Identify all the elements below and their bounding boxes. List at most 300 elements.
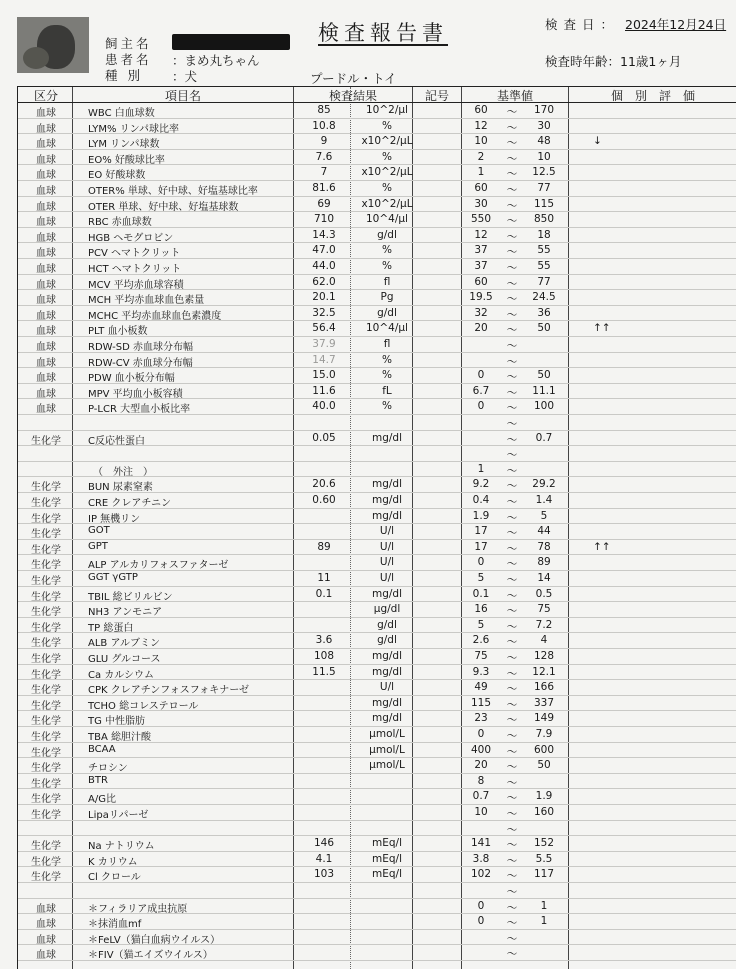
patient-photo [17,17,89,73]
row-result-value: 14.7 [312,353,336,366]
row-reference-low: 550 [470,213,492,226]
table-row [18,134,736,150]
row-reference-separator: ～ [506,121,518,134]
row-item-name: TG 中性脂肪 [88,716,146,728]
row-unit: Pg [380,291,394,304]
row-unit: μmol/L [369,728,405,740]
row-category: 生化学 [31,763,61,775]
row-unit: fL [382,384,392,397]
table-row [18,290,736,306]
row-item-name: ＊抹消血mf [88,919,142,931]
row-category: 生化学 [31,544,61,556]
row-item-name: Lipaリパーゼ [88,810,149,821]
table-row [18,899,736,915]
row-unit: mg/dl [371,509,402,522]
table-row [18,602,736,618]
row-item-name: GPT [88,540,108,552]
row-reference-separator: ～ [506,558,518,571]
row-category: 生化学 [31,498,61,509]
row-reference-low: 60 [474,182,488,194]
table-row [18,711,736,727]
row-reference-separator: ～ [506,620,518,633]
row-unit: g/dl [377,228,397,241]
row-result-value: 47.0 [312,244,336,257]
table-row [18,243,736,259]
row-category: 血球 [36,950,56,962]
row-item-name: MCHC 平均赤血球血色素濃度 [88,310,222,322]
row-unit: % [382,369,392,382]
row-unit: g/dl [377,618,397,631]
row-unit: x10^2/μL [361,166,413,179]
row-unit: % [382,353,392,366]
row-reference-high: 5 [540,509,548,522]
row-result-value: 69 [317,197,331,210]
row-reference-low: 400 [470,743,492,756]
header-result: 検査結果 [328,89,377,103]
row-result-value: 32.5 [312,306,336,319]
row-item-name: CPK クレアチンフォスフォキナーゼ [88,685,250,697]
row-item-name: RDW-SD 赤血球分布幅 [88,342,193,353]
row-item-name: ＊FIV（猫エイズウイルス） [88,950,213,962]
row-reference-low: 20 [474,759,488,772]
row-reference-high: 1.9 [535,790,553,803]
row-unit: fl [383,275,391,288]
row-item-name: BTR [88,774,108,786]
table-row [18,727,736,743]
table-row [18,555,736,571]
row-category: 生化学 [31,638,61,650]
row-reference-high: 50 [537,759,551,772]
row-unit: % [382,244,392,257]
row-result-value: 4.1 [315,852,333,865]
photo-subject-shadow [23,47,49,69]
row-reference-separator: ～ [506,137,518,150]
row-item-name: EO% 好酸球比率 [88,154,165,166]
row-category: 血球 [36,170,56,182]
row-category: 血球 [36,217,56,229]
row-reference-separator: ～ [506,605,518,618]
row-item-name: PCV ヘマトクリット [88,248,181,260]
row-unit: U/l [379,540,395,553]
row-category: 血球 [36,232,56,244]
table-row [18,119,736,135]
row-reference-separator: ～ [506,215,518,228]
row-unit: g/dl [377,634,397,647]
row-reference-separator: ～ [506,464,518,477]
row-unit: 10^4/μl [366,213,408,226]
row-unit: 10^2/μl [366,104,408,116]
row-reference-low: 20 [474,322,488,335]
table-row [18,493,736,509]
row-category: 生化学 [31,607,61,619]
row-category: 生化学 [31,591,61,603]
table-row [18,883,736,899]
row-result-value: 10.8 [312,119,336,132]
row-reference-high: 48 [537,135,551,148]
row-category: 生化学 [31,654,61,665]
row-reference-low: 0 [477,556,485,569]
row-unit: % [382,182,392,194]
row-reference-separator: ～ [506,433,518,446]
row-reference-low: 1.9 [472,509,490,522]
table-row [18,181,736,197]
row-result-value: 103 [313,868,335,881]
row-item-name: GGT γGTP [88,572,138,583]
row-result-value: 20.6 [312,478,336,491]
row-result-value: 3.6 [315,634,333,647]
table-row [18,228,736,244]
row-reference-high: 100 [533,400,555,413]
row-reference-high: 115 [533,197,555,210]
row-reference-low: 0.1 [472,587,490,600]
row-reference-high: 0.5 [535,587,553,600]
row-reference-high: 30 [537,119,551,132]
row-reference-high: 77 [537,182,551,194]
row-unit: mg/dl [371,431,402,444]
row-reference-separator: ～ [506,948,518,961]
table-header [18,87,736,103]
row-reference-low: 1 [477,166,485,179]
table-row [18,665,736,681]
row-result-value: 20.1 [312,291,336,304]
row-reference-high: 29.2 [532,478,556,491]
table-row [18,618,736,634]
table-row [18,540,736,556]
row-unit: % [382,150,392,163]
row-category: 生化学 [31,685,61,697]
row-unit: U/l [379,525,395,538]
row-item-name: HGB ヘモグロビン [88,232,174,244]
row-unit: g/dl [377,306,397,319]
table-row [18,275,736,291]
row-reference-high: 55 [537,244,551,257]
row-reference-low: 0.7 [472,790,490,803]
row-reference-separator: ～ [506,792,518,805]
table-row [18,930,736,946]
owner-label: 飼主名 [105,36,152,51]
row-reference-low: 2 [477,150,485,163]
row-reference-separator: ～ [506,527,518,540]
row-item-name: CRE クレアチニン [88,498,172,509]
row-category: 血球 [36,357,56,369]
row-reference-separator: ～ [506,340,518,352]
row-category: 生化学 [31,482,61,494]
row-item-name: OTER% 単球、好中球、好塩基球比率 [88,186,258,197]
row-unit: % [382,119,392,132]
row-category: 血球 [36,201,56,213]
row-reference-separator: ～ [506,277,518,290]
row-reference-low: 0 [477,915,485,928]
row-reference-low: 5 [477,572,485,584]
table-row [18,103,736,119]
table-row [18,477,736,493]
row-item-name: PDW 血小板分布幅 [88,373,175,385]
row-reference-separator: ～ [506,636,518,649]
row-category: 生化学 [31,560,61,572]
species-value: ：犬 [172,69,198,84]
row-item-name: PLT 血小板数 [88,326,148,338]
row-unit: % [382,260,392,272]
row-reference-separator: ～ [506,823,518,836]
table-row [18,852,736,868]
row-reference-low: 115 [470,696,492,709]
row-reference-low: 37 [474,260,488,272]
row-category: 血球 [36,342,56,353]
row-category: 生化学 [31,576,61,587]
row-category: 生化学 [31,747,61,759]
row-reference-high: 36 [537,306,551,319]
row-reference-high: 1.4 [535,494,553,506]
row-unit: mEq/l [372,852,402,865]
row-result-value: 0.05 [312,431,336,444]
row-result-value: 37.9 [312,338,336,350]
row-result-value: 146 [313,837,335,850]
row-category: 生化学 [31,810,61,821]
results-table [17,86,736,969]
row-reference-high: 160 [533,806,555,818]
table-row [18,805,736,821]
row-reference-low: 3.8 [472,852,490,865]
row-reference-high: 18 [537,228,551,241]
table-row [18,649,736,665]
row-item-name: GOT [88,525,110,537]
table-row [18,696,736,712]
row-category: 生化学 [31,872,61,884]
table-row [18,306,736,322]
row-category: 生化学 [31,732,61,743]
row-reference-high: 850 [533,213,555,226]
table-row [18,836,736,852]
row-result-value: 81.6 [312,182,336,194]
row-category: 血球 [36,123,56,135]
table-row [18,368,736,384]
row-reference-high: 117 [533,868,555,881]
row-reference-high: 44 [537,525,551,538]
row-unit: U/l [379,681,395,694]
table-row [18,587,736,603]
row-reference-low: 49 [474,681,488,694]
row-reference-separator: ～ [506,371,518,384]
row-category: 血球 [36,934,56,946]
row-item-name: MCV 平均赤血球容積 [88,279,184,291]
owner-name-redacted [172,34,290,50]
row-result-value: 62.0 [312,275,336,288]
row-reference-high: 7.9 [535,728,553,740]
row-item-name: NH3 アンモニア [88,607,163,619]
row-unit: μmol/L [369,743,405,756]
row-item-name: ＊フィラリア成虫抗原 [88,903,188,915]
row-reference-separator: ～ [506,496,518,508]
row-category: 血球 [36,139,56,151]
row-reference-low: 0 [477,400,485,413]
row-category: 血球 [36,108,56,119]
row-reference-low: 75 [474,650,488,662]
table-row [18,212,736,228]
row-reference-separator: ～ [506,901,518,914]
header-item: 項目名 [164,89,201,103]
row-reference-low: 19.5 [469,291,493,304]
row-category: 血球 [36,310,56,322]
row-category: 血球 [36,295,56,307]
row-reference-separator: ～ [506,418,518,430]
row-reference-separator: ～ [506,589,518,602]
row-reference-high: 152 [533,837,555,850]
row-reference-separator: ～ [506,870,518,883]
row-reference-separator: ～ [506,730,518,742]
row-reference-separator: ～ [506,886,518,898]
row-reference-separator: ～ [506,854,518,867]
row-item-name: BUN 尿素窒素 [88,482,153,494]
row-item-name: WBC 白血球数 [88,108,155,119]
table-row [18,384,736,400]
patient-name: ：まめ丸ちゃん [172,53,260,68]
row-reference-high: 170 [533,104,555,116]
table-row [18,353,736,369]
row-reference-separator: ～ [506,683,518,696]
row-reference-low: 9.3 [472,665,490,678]
row-category: 血球 [36,154,56,166]
row-result-value: 11 [317,572,331,584]
table-row [18,462,736,478]
row-reference-low: 2.6 [472,634,490,647]
row-result-value: 108 [313,650,335,662]
row-reference-high: 600 [533,743,555,756]
row-reference-low: 0.4 [472,494,490,506]
row-reference-low: 8 [477,774,485,787]
table-row [18,321,736,337]
row-category: 血球 [36,264,56,275]
row-reference-high: 50 [537,369,551,382]
row-result-value: 9 [320,135,328,148]
row-item-name: （ 外注 ） [88,466,153,478]
row-reference-low: 10 [474,135,488,148]
row-unit: % [382,400,392,413]
row-reference-separator: ～ [506,449,518,462]
table-row [18,633,736,649]
row-category: 生化学 [31,622,61,634]
row-item-name: BCAA [88,743,116,755]
table-row [18,446,736,462]
row-reference-separator: ～ [506,168,518,181]
row-category: 血球 [36,404,56,416]
breed-value: プードル・トイ [310,71,397,86]
row-unit: U/l [379,556,395,569]
row-item-name: TCHO 総コレステロール [88,700,199,712]
row-reference-low: 60 [474,275,488,288]
row-unit: mg/dl [371,650,402,662]
exam-age-label: 検査時年齢： [545,54,621,69]
row-item-name: ALP アルカリフォスファターゼ [88,560,229,572]
row-item-name: K カリウム [88,856,138,868]
species-label: 種別 [105,68,151,83]
row-reference-high: 55 [537,260,551,272]
table-row [18,867,736,883]
row-unit: mg/dl [371,712,402,725]
row-reference-separator: ～ [506,199,518,212]
row-unit: fl [383,338,391,350]
row-result-value: 40.0 [312,400,336,413]
row-reference-separator: ～ [506,106,518,118]
exam-age: 11歳1ヶ月 [620,54,682,69]
row-reference-separator: ～ [506,246,518,259]
row-reference-separator: ～ [506,714,518,727]
row-item-name: A/G比 [88,794,116,806]
row-reference-low: 60 [474,104,488,116]
row-reference-separator: ～ [506,932,518,945]
row-reference-high: 10 [537,150,551,163]
row-reference-high: 149 [533,712,555,725]
row-category: 生化学 [31,841,61,853]
row-reference-low: 6.7 [472,384,490,397]
row-item-name: C反応性蛋白 [88,435,145,447]
document-title: 検査報告書 [318,21,448,45]
row-category: 生化学 [31,669,61,681]
row-category: 生化学 [31,529,61,541]
row-category: 生化学 [31,513,61,525]
row-unit: mg/dl [371,696,402,709]
row-reference-separator: ～ [506,293,518,306]
row-reference-low: 37 [474,244,488,257]
row-category: 生化学 [31,856,61,868]
row-reference-low: 0 [477,369,485,382]
row-reference-low: 16 [474,603,488,616]
row-item-name: EO 好酸球数 [88,170,146,182]
row-unit: mg/dl [371,587,402,600]
row-unit: μg/dl [373,603,401,616]
row-item-name: ALB アルブミン [88,638,161,650]
row-result-value: 710 [313,213,335,226]
row-reference-separator: ～ [506,308,518,321]
row-item-name: TBA 総胆汁酸 [88,732,151,743]
table-row [18,150,736,166]
row-result-value: 44.0 [312,260,336,272]
row-reference-separator: ～ [506,542,518,555]
row-reference-separator: ～ [506,230,518,243]
table-row [18,524,736,540]
row-reference-low: 30 [474,197,488,210]
table-row [18,774,736,790]
table-row [18,945,736,961]
row-reference-separator: ～ [506,511,518,524]
exam-date-label: 検査日： [545,17,620,32]
row-evaluation: ↓ [593,135,602,148]
row-reference-separator: ～ [506,480,518,493]
row-unit: mg/dl [371,665,402,678]
row-result-value: 7.6 [315,150,333,163]
table-row [18,571,736,587]
table-row [18,914,736,930]
row-item-name: LYM% リンパ球比率 [88,123,179,135]
row-reference-high: 75 [537,603,551,616]
row-unit: 10^4/μl [366,322,408,335]
row-reference-high: 12.5 [532,166,556,179]
row-category: 血球 [36,279,56,291]
row-reference-separator: ～ [506,776,518,789]
row-reference-high: 5.5 [535,852,553,865]
row-unit: mg/dl [371,478,402,491]
row-result-value: 0.1 [315,587,333,600]
row-reference-low: 12 [474,119,488,132]
row-result-value: 89 [317,540,331,553]
row-reference-high: 11.1 [532,384,556,397]
row-item-name: OTER 単球、好中球、好塩基球数 [88,201,239,213]
patient-label: 患者名 [105,52,152,67]
row-category: 血球 [36,326,56,338]
table-row [18,758,736,774]
row-category: 血球 [36,903,56,915]
row-reference-low: 12 [474,228,488,241]
row-result-value: 85 [317,104,331,116]
